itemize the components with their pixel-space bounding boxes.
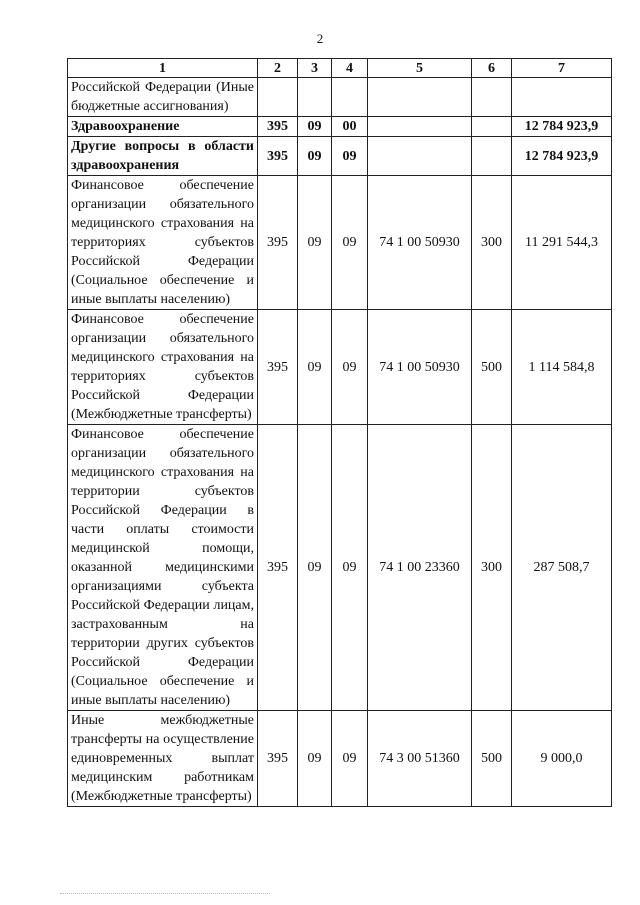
row-col5 bbox=[368, 137, 472, 176]
table-row bbox=[68, 711, 612, 807]
row-col4: 09 bbox=[332, 711, 368, 807]
row-name: Финансовое обеспечение организации обязательного медицинского страхования на территориях субъектов Российской Федерации (Межбюджетные трансферты) bbox=[68, 310, 258, 425]
row-col4: 00 bbox=[332, 117, 368, 137]
row-col3: 09 bbox=[298, 425, 332, 711]
row-col4: 09 bbox=[332, 425, 368, 711]
row-col7: 11 291 544,3 bbox=[512, 176, 612, 310]
row-col6: 300 bbox=[472, 425, 512, 711]
row-col2: 395 bbox=[258, 176, 298, 310]
row-col4: 09 bbox=[332, 137, 368, 176]
budget-table bbox=[67, 58, 612, 807]
row-col2: 395 bbox=[258, 310, 298, 425]
row-col4 bbox=[332, 78, 368, 117]
table-row bbox=[68, 78, 612, 117]
table-row bbox=[68, 137, 612, 176]
column-header-5: 5 bbox=[368, 59, 472, 78]
row-col3: 09 bbox=[298, 137, 332, 176]
row-name: Другие вопросы в области здравоохранения bbox=[68, 137, 258, 176]
row-col3: 09 bbox=[298, 711, 332, 807]
column-header-6: 6 bbox=[472, 59, 512, 78]
row-col7: 12 784 923,9 bbox=[512, 137, 612, 176]
row-col5: 74 1 00 50930 bbox=[368, 310, 472, 425]
row-col2: 395 bbox=[258, 117, 298, 137]
column-header-7: 7 bbox=[512, 59, 612, 78]
column-header-4: 4 bbox=[332, 59, 368, 78]
row-col6: 500 bbox=[472, 711, 512, 807]
row-col2: 395 bbox=[258, 711, 298, 807]
row-name: Финансовое обеспечение организации обязательного медицинского страхования на территории субъектов Российской Федерации в части оплаты стоимости медицинской помощи, оказанной медицинскими организациями субъекта Российской Федерации лицам, застрахованным на территории других субъектов Российской Федерации (Социальное обеспечение и иные выплаты населению) bbox=[68, 425, 258, 711]
table-row bbox=[68, 310, 612, 425]
row-col6 bbox=[472, 78, 512, 117]
row-col7: 1 114 584,8 bbox=[512, 310, 612, 425]
row-name: Здравоохранение bbox=[68, 117, 258, 137]
row-col6: 300 bbox=[472, 176, 512, 310]
row-col3 bbox=[298, 78, 332, 117]
row-col5: 74 1 00 50930 bbox=[368, 176, 472, 310]
row-col7: 12 784 923,9 bbox=[512, 117, 612, 137]
table-row bbox=[68, 176, 612, 310]
row-col6 bbox=[472, 117, 512, 137]
row-col3: 09 bbox=[298, 117, 332, 137]
table-row bbox=[68, 425, 612, 711]
row-col6 bbox=[472, 137, 512, 176]
row-name: Иные межбюджетные трансферты на осуществление единовременных выплат медицинским работникам (Межбюджетные трансферты) bbox=[68, 711, 258, 807]
column-header-2: 2 bbox=[258, 59, 298, 78]
header-row bbox=[68, 59, 612, 78]
row-col2: 395 bbox=[258, 137, 298, 176]
row-col4: 09 bbox=[332, 176, 368, 310]
row-col5 bbox=[368, 78, 472, 117]
row-col6: 500 bbox=[472, 310, 512, 425]
scan-artifact-line bbox=[60, 893, 270, 895]
row-col7 bbox=[512, 78, 612, 117]
table-row bbox=[68, 117, 612, 137]
column-header-1: 1 bbox=[68, 59, 258, 78]
row-col5: 74 3 00 51360 bbox=[368, 711, 472, 807]
row-col7: 287 508,7 bbox=[512, 425, 612, 711]
row-col7: 9 000,0 bbox=[512, 711, 612, 807]
row-col3: 09 bbox=[298, 310, 332, 425]
row-col2: 395 bbox=[258, 425, 298, 711]
row-col5 bbox=[368, 117, 472, 137]
row-col2 bbox=[258, 78, 298, 117]
row-col4: 09 bbox=[332, 310, 368, 425]
row-name: Финансовое обеспечение организации обязательного медицинского страхования на территориях субъектов Российской Федерации (Социальное обеспечение и иные выплаты населению) bbox=[68, 176, 258, 310]
row-name: Российской Федерации (Иные бюджетные ассигнования) bbox=[68, 78, 258, 117]
row-col3: 09 bbox=[298, 176, 332, 310]
row-col5: 74 1 00 23360 bbox=[368, 425, 472, 711]
column-header-3: 3 bbox=[298, 59, 332, 78]
page-number: 2 bbox=[316, 31, 324, 46]
